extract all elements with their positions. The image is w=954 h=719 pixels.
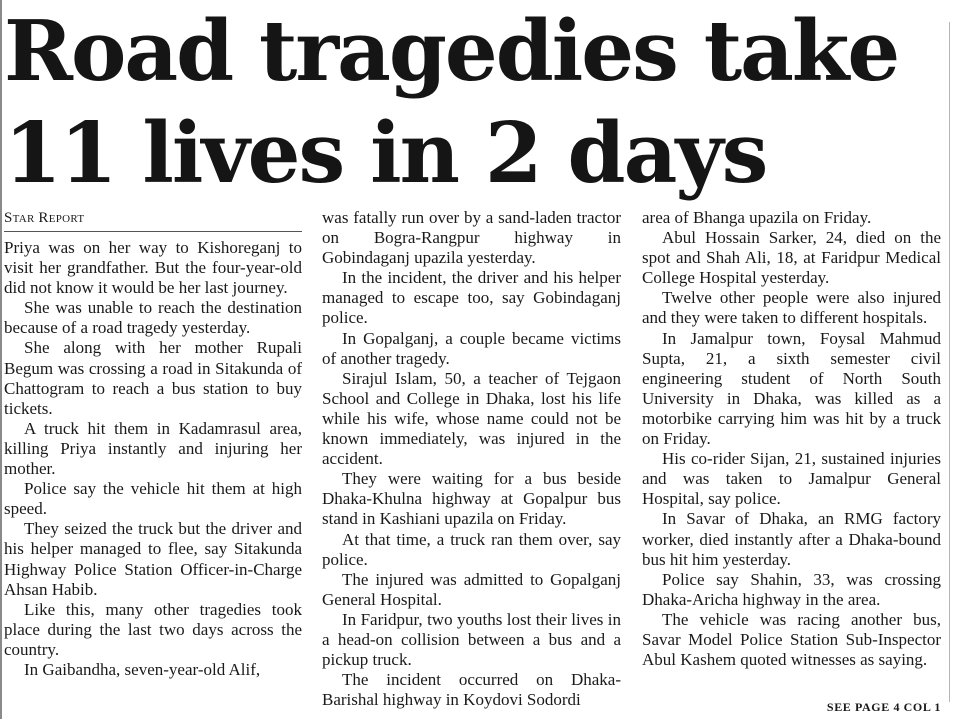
paragraph: She along with her mother Rupali Begum was crossing a road in Sitakunda of Chattogram to reach a bus station to buy tickets.	[4, 338, 302, 418]
article-column-2	[322, 208, 621, 719]
paragraph: The incident occurred on Dhaka-Barishal highway in Koydovi Sodordi	[322, 670, 621, 710]
paragraph: In Savar of Dhaka, an RMG factory worker, died instantly after a Dhaka-bound bus hit him yesterday.	[642, 509, 941, 569]
paragraph: was fatally run over by a sand-laden tractor on Bogra-Rangpur highway in Gobindaganj upazila yesterday.	[322, 208, 621, 268]
paragraph: Like this, many other tragedies took place during the last two days across the country.	[4, 599, 302, 659]
paragraph: His co-rider Sijan, 21, sustained injuries and was taken to Jamalpur General Hospital, say police.	[642, 449, 941, 509]
paragraph: In Gopalganj, a couple became victims of another tragedy.	[322, 328, 621, 368]
continuation-jump-line[interactable]: SEE PAGE 4 COL 1	[826, 700, 941, 714]
paragraph: They were waiting for a bus beside Dhaka-Khulna highway at Gopalpur bus stand in Kashiani upazila on Friday.	[322, 469, 621, 529]
paragraph: A truck hit them in Kadamrasul area, killing Priya instantly and injuring her mother.	[4, 418, 302, 479]
byline-rule	[4, 231, 302, 232]
byline	[4, 208, 304, 228]
paragraph: They seized the truck but the driver and his helper managed to flee, say Sitakunda Highway Police Station Officer-in-Charge Ahsan Habib.	[4, 519, 302, 599]
paragraph: area of Bhanga upazila on Friday.	[642, 208, 872, 227]
paragraph: The injured was admitted to Gopalganj General Hospital.	[322, 569, 621, 609]
byline-first-word: Star	[4, 210, 35, 226]
paragraph: In the incident, the driver and his helper managed to escape too, say Gobindaganj police.	[322, 268, 621, 328]
paragraph: Police say the vehicle hit them at high speed.	[4, 479, 302, 519]
paragraph: The vehicle was racing another bus, Savar Model Police Station Sub-Inspector Abul Kashem quoted witnesses as saying.	[642, 609, 941, 670]
paragraph: Police say Shahin, 33, was crossing Dhaka-Aricha highway in the area.	[642, 569, 941, 609]
paragraph: She was unable to reach the destination because of a road tragedy yesterday.	[4, 298, 302, 338]
paragraph: In Faridpur, two youths lost their lives in a head-on collision between a bus and a pickup truck.	[322, 609, 621, 670]
article-headline: Road tragedies take 11 lives in 2 days	[4, 2, 899, 202]
page-left-rule	[0, 0, 2, 719]
article-column-1	[4, 238, 302, 719]
column-right-rule	[949, 22, 950, 702]
article-column-3	[642, 208, 941, 698]
paragraph: Priya was on her way to Kishoreganj to visit her grandfather. But the four-year-old did not know it would be her last journey.	[4, 238, 302, 298]
paragraph: In Jamalpur town, Foysal Mahmud Supta, 21, a sixth semester civil engineering student of North South University in Dhaka, was killed as a motorbike carrying him was hit by a truck on Friday.	[642, 328, 941, 449]
paragraph: Abul Hossain Sarker, 24, died on the spot and Shah Ali, 18, at Faridpur Medical College Hospital yesterday.	[642, 228, 941, 288]
paragraph: At that time, a truck ran them over, say police.	[322, 529, 621, 569]
paragraph: Twelve other people were also injured and they were taken to different hospitals.	[642, 288, 941, 328]
byline-second-word: Report	[38, 210, 85, 226]
paragraph: Sirajul Islam, 50, a teacher of Tejgaon School and College in Dhaka, lost his life while his wife, whose name could not be known immediately, was injured in the accident.	[322, 368, 621, 469]
paragraph: In Gaibandha, seven-year-old Alif,	[24, 659, 261, 679]
